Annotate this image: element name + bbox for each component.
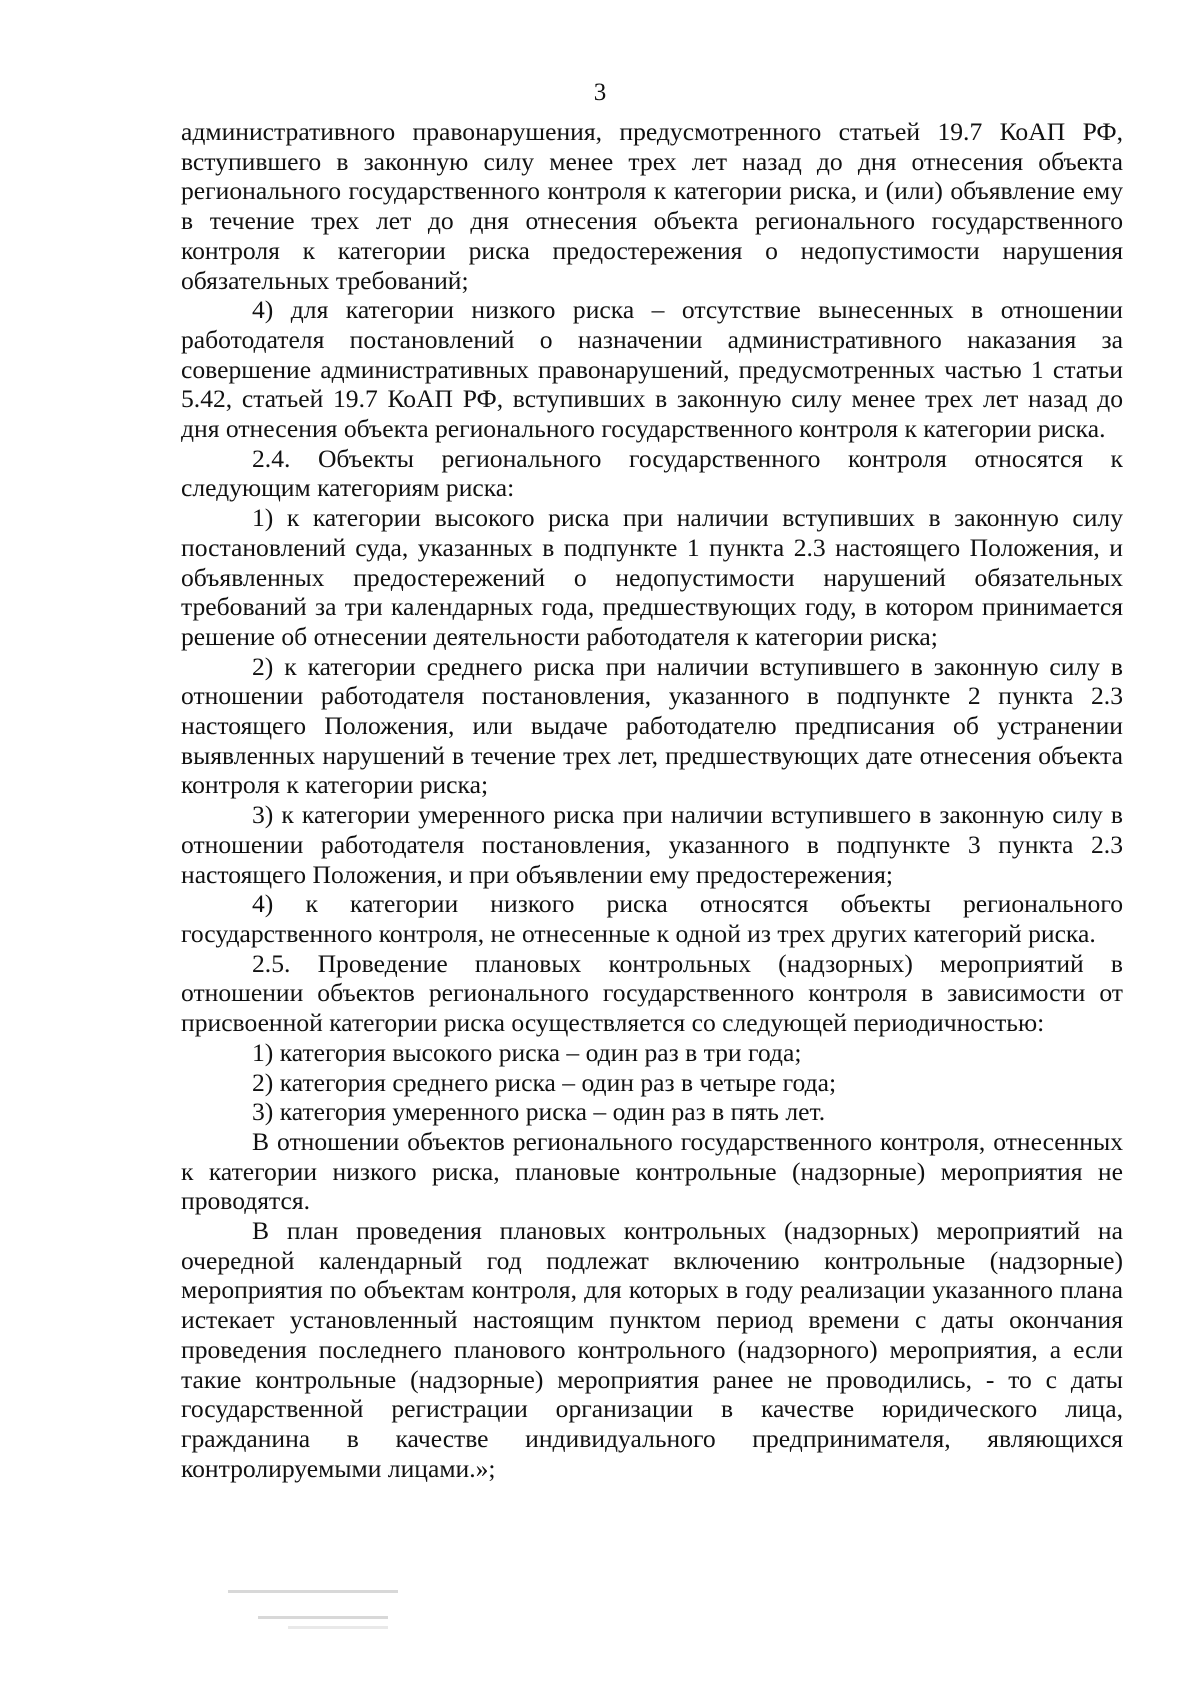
list-item-moderate-risk-period: 3) категория умеренного риска – один раз в пять лет.: [252, 1097, 826, 1127]
list-item-high-risk-period: 1) категория высокого риска – один раз в три года;: [252, 1037, 802, 1067]
paragraph-low-risk: 4) к категории низкого риска относятся объекты регионального государственного контроля, не отнесенные к одной из трех других категорий риска.: [181, 889, 1123, 948]
paragraph-medium-risk: 2) к категории среднего риска при наличии вступившего в законную силу в отношении работодателя постановления, указанного в подпункте 2 пункта 2.3 настоящего Положения, или выдаче работодателю предписания об устранении выявленных нарушений в течение трех лет, предшествующих дате отнесения объекта контроля к категории риска;: [181, 651, 1123, 800]
paragraph-continuation: административного правонарушения, предусмотренного статьей 19.7 КоАП РФ, вступившего в законную силу менее трех лет назад до дня отнесения объекта регионального государственного контроля к категории риска, и (или) объявление ему в течение трех лет до дня отнесения объекта регионального государственного контроля к категории риска предостережения о недопустимости нарушения обязательных требований;: [181, 117, 1123, 295]
paragraph-2-4: 2.4. Объекты регионального государственного контроля относятся к следующим категориям риска:: [181, 443, 1123, 503]
paragraph-moderate-risk: 3) к категории умеренного риска при наличии вступившего в законную силу в отношении работодателя постановления, указанного в подпункте 3 пункта 2.3 настоящего Положения, и при объявлении ему предостережения;: [181, 800, 1123, 889]
paragraph-low-risk-no-inspections: В отношении объектов регионального государственного контроля, отнесенных к категории низкого риска, плановые контрольные (надзорные) мероприятия не проводятся.: [181, 1126, 1123, 1216]
paragraph-high-risk: 1) к категории высокого риска при наличии вступивших в законную силу постановлений суда, указанных в подпункте 1 пункта 2.3 настоящего Положения, и объявленных предостережений о недопустимости нарушений обязательных требований за три календарных года, предшествующих году, в котором принимается решение об отнесении деятельности работодателя к категории риска;: [181, 503, 1123, 651]
document-body: [181, 117, 1123, 1483]
paragraph-plan-inclusion: В план проведения плановых контрольных (надзорных) мероприятий на очередной календарный год подлежат включению контрольные (надзорные) мероприятия по объектам контроля, для которых в году реализации указанного плана истекает установленный настоящим пунктом период времени с даты окончания проведения последнего планового контрольного (надзорного) мероприятия, а если такие контрольные (надзорные) мероприятия ранее не проводились, - то с даты государственной регистрации организации в качестве юридического лица, гражданина в качестве индивидуального предпринимателя, являющихся контролируемыми лицами.»;: [181, 1216, 1123, 1483]
paragraph-low-risk-criterion: 4) для категории низкого риска – отсутствие вынесенных в отношении работодателя постановлений о назначении административного наказания за совершение административных правонарушений, предусмотренных частью 1 статьи 5.42, статьей 19.7 КоАП РФ, вступивших в законную силу менее трех лет назад до дня отнесения объекта регионального государственного контроля к категории риска.: [181, 295, 1123, 444]
paragraph-2-5: 2.5. Проведение плановых контрольных (надзорных) мероприятий в отношении объектов регионального государственного контроля в зависимости от присвоенной категории риска осуществляется со следующей периодичностью:: [181, 948, 1123, 1038]
faded-stamp: [218, 1586, 418, 1636]
page-number: 3: [593, 79, 607, 106]
list-item-medium-risk-period: 2) категория среднего риска – один раз в четыре года;: [252, 1067, 837, 1097]
